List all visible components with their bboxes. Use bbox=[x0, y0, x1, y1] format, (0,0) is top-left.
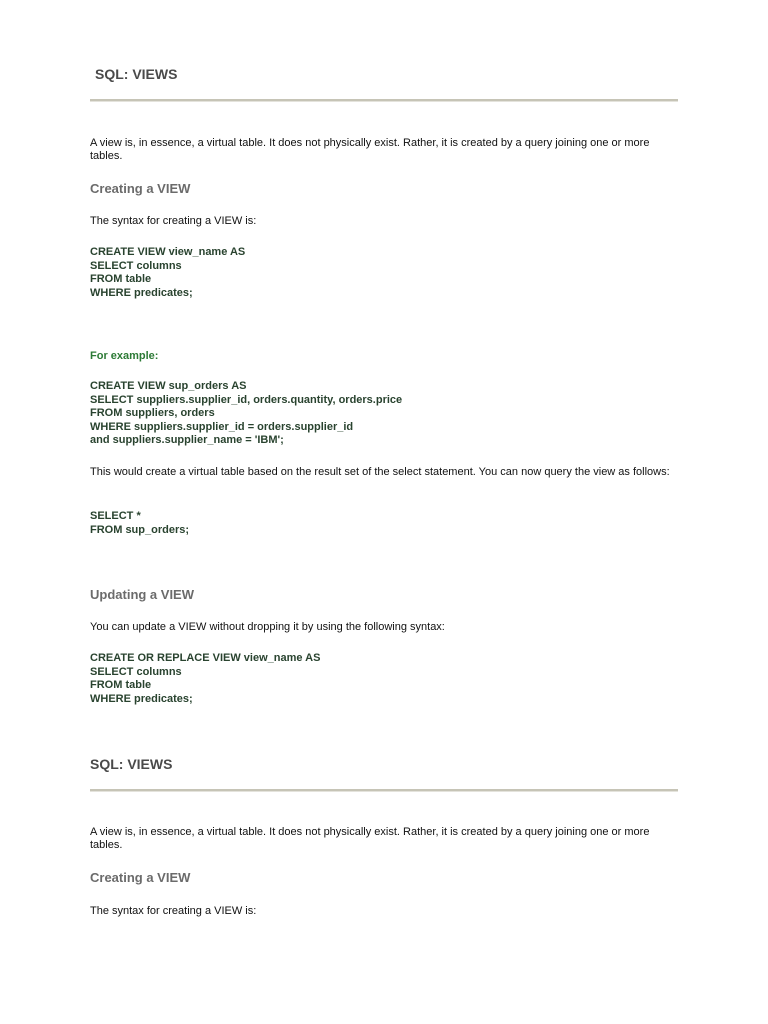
code-line: and suppliers.supplier_name = 'IBM'; bbox=[90, 434, 284, 446]
code-line: SELECT columns bbox=[90, 259, 182, 272]
code-line: WHERE suppliers.supplier_id = orders.supplier_id bbox=[90, 420, 354, 433]
intro-paragraph: A view is, in essence, a virtual table. It does not physically exist. Rather, it is created by a query joining one or more tables. bbox=[90, 137, 650, 162]
code-line: CREATE VIEW sup_orders AS bbox=[90, 380, 247, 392]
title-divider-repeat bbox=[90, 789, 678, 792]
update-syntax-code bbox=[90, 652, 320, 706]
code-line: SELECT * bbox=[90, 510, 141, 522]
code-line: FROM suppliers, orders bbox=[90, 407, 215, 419]
code-line: FROM table bbox=[90, 273, 152, 285]
updating-view-heading: Updating a VIEW bbox=[90, 587, 194, 602]
page-title-repeat: SQL: VIEWS bbox=[90, 756, 173, 772]
creating-view-heading: Creating a VIEW bbox=[90, 181, 191, 196]
syntax-intro: The syntax for creating a VIEW is: bbox=[90, 215, 257, 227]
title-divider bbox=[90, 99, 678, 102]
code-line: WHERE predicates; bbox=[90, 286, 193, 299]
page-title: SQL: VIEWS bbox=[95, 66, 178, 82]
code-line: FROM sup_orders; bbox=[90, 523, 190, 536]
example-label: For example: bbox=[90, 350, 159, 362]
code-line: SELECT suppliers.supplier_id, orders.quantity, orders.price bbox=[90, 393, 403, 406]
syntax-intro-repeat: The syntax for creating a VIEW is: bbox=[90, 905, 257, 917]
code-line: FROM table bbox=[90, 679, 152, 691]
intro-paragraph-repeat: A view is, in essence, a virtual table. It does not physically exist. Rather, it is created by a query joining one or more tables. bbox=[90, 826, 650, 851]
update-intro: You can update a VIEW without dropping it by using the following syntax: bbox=[90, 621, 445, 633]
creating-view-heading-repeat: Creating a VIEW bbox=[90, 870, 191, 885]
code-line: SELECT columns bbox=[90, 665, 182, 678]
code-line: CREATE OR REPLACE VIEW view_name AS bbox=[90, 652, 321, 664]
code-line: WHERE predicates; bbox=[90, 692, 193, 705]
code-line: CREATE VIEW view_name AS bbox=[90, 246, 246, 258]
create-syntax-code bbox=[90, 246, 245, 300]
example-note: This would create a virtual table based on the result set of the select statement. You can now query the view as follows: bbox=[90, 466, 670, 478]
example-code bbox=[90, 380, 402, 448]
query-code bbox=[90, 510, 189, 537]
